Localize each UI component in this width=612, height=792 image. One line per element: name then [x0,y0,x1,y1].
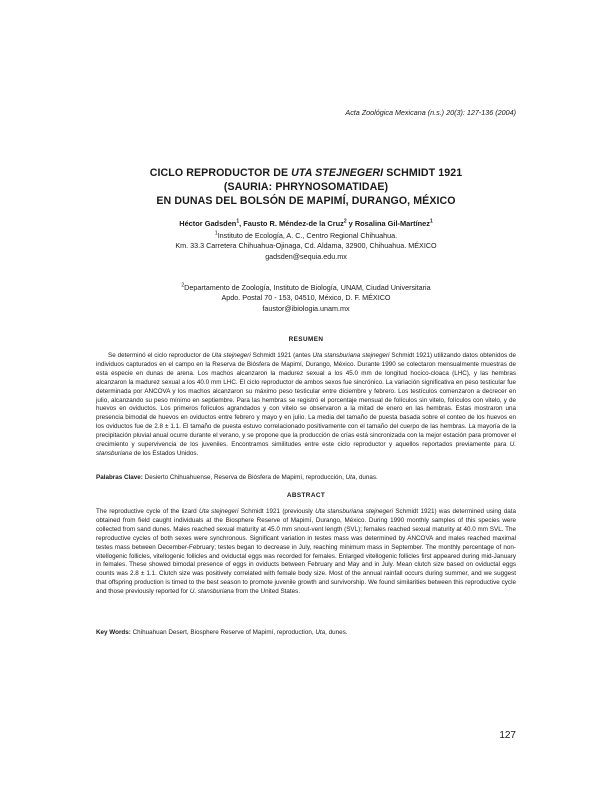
resumen-heading: RESUMEN [288,336,324,343]
title-species: UTA STEJNEGERI [291,167,384,179]
affil-address: Apdo. Postal 70 - 153, 04510, México, D. F. MÉXICO [221,293,391,303]
title-line-2: (SAURIA: PHRYNOSOMATIDAE) [223,181,389,193]
author-list [96,219,516,229]
page-number: 127 [499,730,516,741]
abstract-keywords: Key Words: Chihuahuan Desert, Biosphere Reserve of Mapimí, reproduction, Uta, dunes. [96,629,348,636]
species-name: Uta stejnegeri [211,352,251,359]
affil-institution: Instituto de Ecología, A. C., Centro Regional Chihuahua. [217,231,398,240]
author-name: Fausto R. Méndez-de la Cruz [243,219,344,228]
title-line-3: EN DUNAS DEL BOLSÓN DE MAPIMÍ, DURANGO, MÉXICO [156,195,456,207]
species-name: Uta stansburiana stejnegeri [312,352,390,359]
resumen-keywords: Palabras Clave: Desierto Chihuahuense, Reserva de Biósfera de Mapimí, reproducción, Uta, dunas. [96,474,378,481]
affil-email: faustor@ibiologia.unam.mx [262,303,350,313]
species-name: U. stansburiana [189,588,234,596]
affil-mark: 2 [181,282,185,289]
author-separator: , [239,219,244,228]
author-affil-mark: 1 [429,218,433,225]
affil-email: gadsden@sequia.edu.mx [265,251,347,261]
title-line-1 [96,166,516,180]
species-name: Uta stansburiana stejnegeri [315,508,393,515]
resumen-paragraph: Se determinó el ciclo reproductor de Uta stejnegeri Schmidt 1921 (antes Uta stansburiana stejnegeri Schmidt 1921) utilizando datos obtenidos de individuos capturados en el campo en la Reserva de Biósfera de Mapimí, Durango, México. Durante 1990 se colectaron mensualmente muestras de esta especie en dunas de arena. Los machos alcanzaron la madurez sexual a los 45.0 mm de longitud hocico-cloaca (LHC), y las hembras alcanzaron la madurez sexual a los 40.0 mm LHC. El ciclo reproductor de ambos sexos fue sincrónico. La variación significativa en peso testicular fue determinada por ANCOVA y los machos alcanzaron su máximo peso testicular entre diciembre y febrero. Los testículos comenzaron a decrecer en julio, alcanzando su peso mínimo en septiembre. Para las hembras se registró el porcentaje mensual de folículos sin vitelo, folículos con vitelo, y de huevos en oviductos. Los primeros folículos agrandados y con vitelo se observaron a la mitad de enero en las hembras. Estas mostraron una presencia bimodal de huevos en oviductos entre febrero y mayo y en julio. La media del tamaño de puesta basada sobre el conteo de los huevos en los oviductos fue de 2.8 ± 1.1. El tamaño de puesta estuvo correlacionado positivamente con el tamaño del cuerpo de las hembras. La mayoría de la precipitación pluvial anual ocurre durante el verano, y se propone que la producción de crías está sincronizada con la mejor estación para promover el crecimiento y supervivencia de los juveniles. Encontramos similitudes entre este ciclo reproductor y aquellos reportados previamente para U. stansburiana de los Estados Unidos. [96,352,516,457]
affil-institution: Departamento de Zoología, Instituto de Biología, UNAM, Ciudad Universitaria [184,283,431,292]
abstract-heading: ABSTRACT [286,492,326,499]
species-name: U. stansburiana [96,441,516,457]
abstract-paragraph: The reproductive cycle of the lizard Uta stejnegeri Schmidt 1921 (previously Uta stansburiana stejnegeri Schmidt 1921) was determined using data obtained from field caught individuals at the Biosphere Reserve of Mapimí, Durango, México. During 1990 monthly samples of this species were collected from sand dunes. Males reached sexual maturity at 45.0 mm snout-vent length (SVL); females reached sexual maturity at 40.0 mm SVL. The reproductive cycles of both sexes were synchronous. Significant variation in testes mass was determined by ANCOVA and males reached maximal testes mass between December-February; testes began to decrease in July, reaching minimum mass in September. The monthly percentage of non-vitellogenic follicles, vitellogenic follicles and oviductal eggs was recorded for females. Enlarged vitellogenic follicles first appeared during mid-January in females. These showed bimodal presence of eggs in oviducts between February and May and in July. Mean clutch size based on oviductal eggs counts was 2.8 ± 1.1. Clutch size was positively correlated with female body size. Most of the annual rainfall occurs during summer, and we suggest that offspring production is timed to the best season to promote juvenile growth and survivorship. We found similarities between this reproductive cycle and those previously reported for U. stansburiana from the United States. [96,508,516,596]
species-name: Uta stejnegeri [199,508,239,515]
paper-title [96,166,516,208]
affiliation-1 [96,231,516,262]
affiliation-2 [96,283,516,314]
journal-reference: Acta Zoológica Mexicana (n.s.) 20(3): 127-136 (2004) [345,108,516,117]
author-separator: y [346,219,355,228]
author-affil-mark: 2 [343,218,347,225]
keywords-label: Key Words: [96,629,131,636]
author-affil-mark: 1 [236,218,240,225]
title-prefix: CICLO REPRODUCTOR DE [149,167,292,179]
author-name: Héctor Gadsden [179,219,237,228]
affil-mark: 1 [214,230,218,237]
affil-address: Km. 33.3 Carretera Chihuahua-Ojinaga, Cd. Aldama, 32900, Chihuahua. MÉXICO [175,241,437,251]
author-name: Rosalina Gil-Martínez [354,219,430,228]
keywords-label: Palabras Clave: [96,474,143,481]
title-author-year: SCHMIDT 1921 [383,167,463,179]
